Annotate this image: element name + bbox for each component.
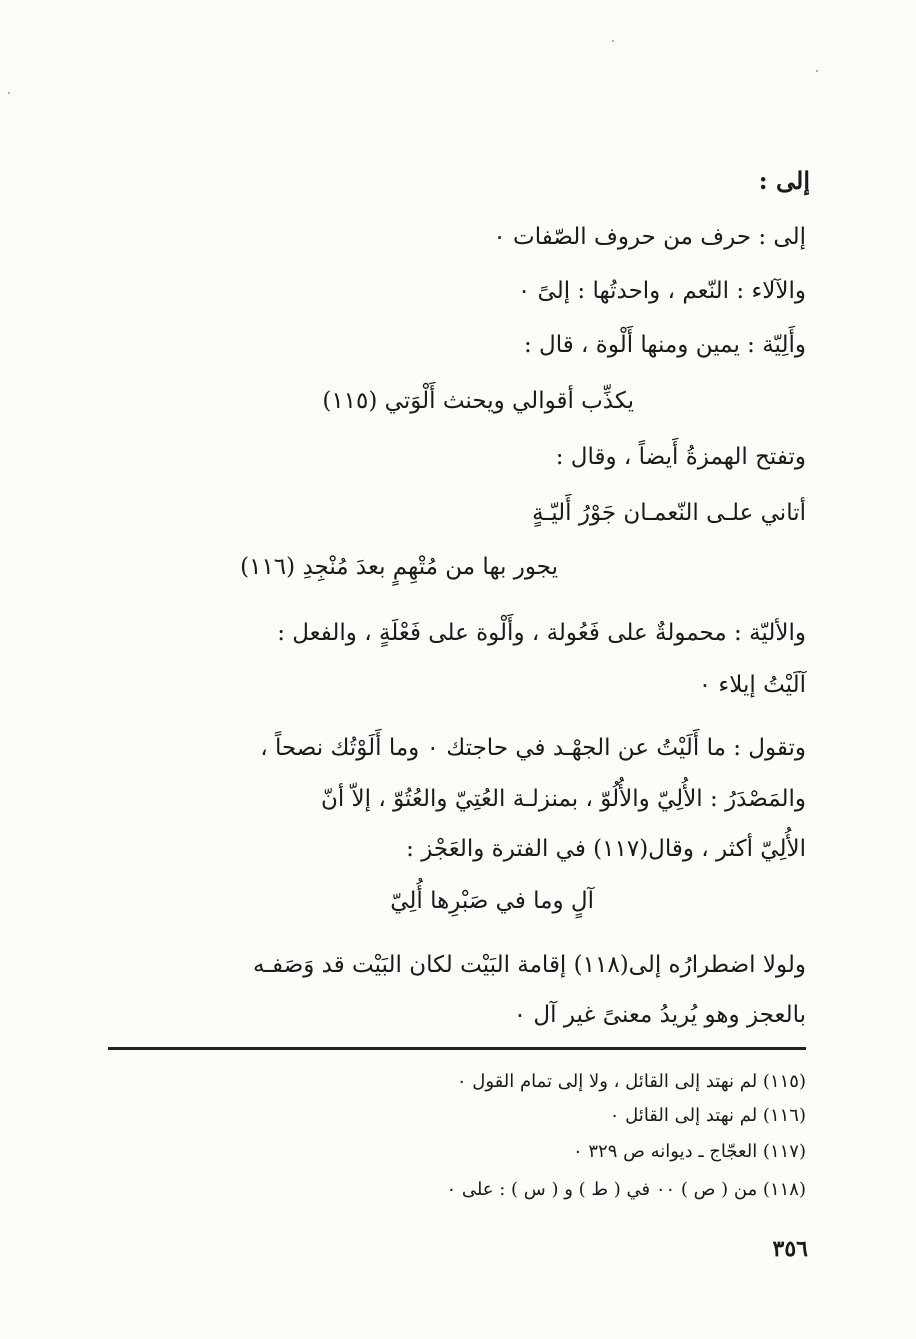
verse-line: يجور بها من مُتْهِمٍ بعدَ مُنْجِدِ (١١٦) <box>240 554 558 580</box>
scan-speck <box>612 40 614 42</box>
scan-speck <box>816 70 818 72</box>
body-line: آلَيْتُ إيلاء ٠ <box>698 672 806 698</box>
footnote: (١١٦) لم نهتد إلى القائل ٠ <box>609 1105 806 1126</box>
body-line: والأليّة : محمولةٌ على فَعُولة ، وأَلْوة على فَعْلَةٍ ، والفعل : <box>277 620 806 646</box>
page-number: ٣٥٦ <box>772 1236 808 1262</box>
scan-speck <box>8 92 10 94</box>
footnote: (١١٧) العجّاج ـ ديوانه ص ٣٢٩ ٠ <box>572 1141 806 1162</box>
footnote: (١١٨) من ( ص ) ٠٠ في ( ط ) و ( س ) : على ٠ <box>446 1179 806 1200</box>
body-line: الأُلِيّ أكثر ، وقال(١١٧) في الفترة والعَجْز : <box>406 836 806 862</box>
body-line: وأَلِيّة : يمين ومنها أَلْوة ، قال : <box>523 332 806 358</box>
footnote-separator <box>108 1047 806 1050</box>
body-line: إلى : حرف من حروف الصّفات ٠ <box>493 224 806 250</box>
verse-line: آلٍ وما في صَبْرِها أُلِيّ <box>390 888 594 914</box>
body-line: وتفتح الهمزةُ أَيضاً ، وقال : <box>555 444 806 470</box>
verse-line: أتاني علـى النّعمـان جَوْرُ أَليّـةٍ <box>532 500 806 526</box>
entry-heading: إلى : <box>758 166 810 195</box>
footnote: (١١٥) لم نهتد إلى القائل ، ولا إلى تمام القول ٠ <box>456 1071 806 1092</box>
verse-line: يكذِّب أقوالي ويحنث أَلْوَتي (١١٥) <box>322 388 634 414</box>
body-line: والآلاء : النّعم ، واحدتُها : إلىً ٠ <box>517 278 806 304</box>
body-line: وتقول : ما أَلَيْتُ عن الجهْـد في حاجتك ٠ وما أَلَوْتُك نصحاً ، <box>260 735 806 761</box>
body-line: بالعجز وهو يُريدُ معنىً غير آل ٠ <box>513 1002 806 1028</box>
body-line: والمَصْدَرُ : الأُلِيّ والأُلُوّ ، بمنزلـة العُتِيّ والعُتُوّ ، إلاّ أنّ <box>320 786 806 812</box>
body-line: ولولا اضطرارُه إلى(١١٨) إقامة البَيْت لكان البَيْت قد وَصَفـه <box>252 952 806 978</box>
